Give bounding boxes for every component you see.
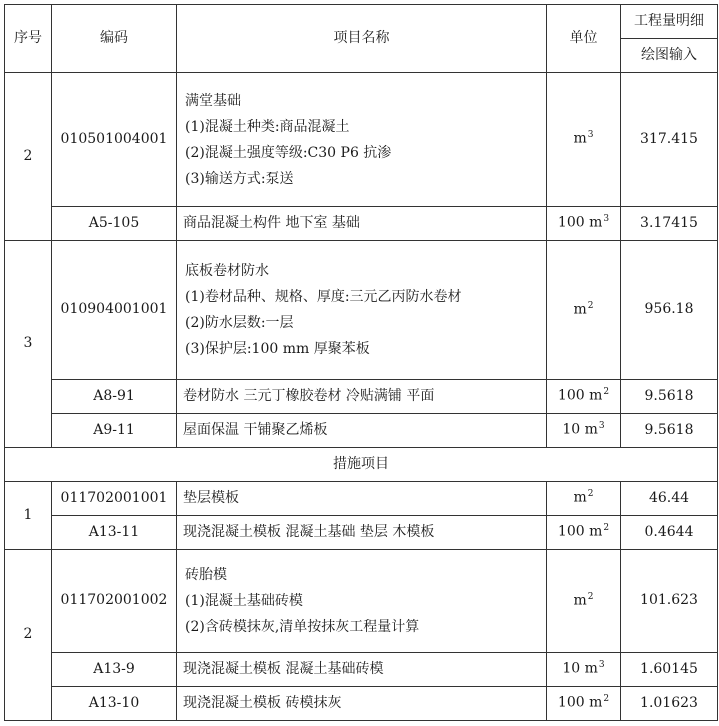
name-cell: 现浇混凝土模板 混凝土基础 垫层 木模板 — [177, 516, 547, 550]
unit-exp: 3 — [598, 421, 605, 432]
unit-cell — [547, 241, 621, 380]
header-seq: 序号 — [5, 5, 52, 73]
seq-cell: 2 — [5, 73, 52, 241]
quantity-cell: 0.4644 — [621, 516, 718, 550]
table-row — [5, 550, 718, 653]
header-unit: 单位 — [547, 5, 621, 73]
seq-cell: 1 — [5, 482, 52, 550]
unit-cell — [547, 414, 621, 448]
table-row — [5, 653, 718, 687]
quantity-cell: 1.01623 — [621, 687, 718, 721]
name-cell: 现浇混凝土模板 砖模抹灰 — [177, 687, 547, 721]
unit-base: 100 m — [557, 215, 603, 232]
code-cell: A13-11 — [52, 516, 177, 550]
name-cell: 垫层模板 — [177, 482, 547, 516]
name-cell — [177, 73, 547, 207]
name-line: 砖胎模 — [185, 567, 227, 583]
name-cell — [177, 241, 547, 380]
table-row — [5, 687, 718, 721]
quantity-table-wrapper — [4, 4, 718, 721]
unit-cell — [547, 207, 621, 241]
header-quantity-title: 工程量明细 — [621, 5, 718, 39]
unit-exp: 2 — [603, 523, 610, 534]
unit-base: 100 m — [557, 524, 603, 541]
code-cell: A8-91 — [52, 380, 177, 414]
quantity-cell: 101.623 — [621, 550, 718, 653]
name-line: 底板卷材防水 — [185, 263, 269, 279]
code-cell: A13-9 — [52, 653, 177, 687]
unit-base: m — [573, 592, 587, 609]
unit-base: m — [573, 490, 587, 507]
table-row — [5, 482, 718, 516]
name-line: (3)保护层:100 mm 厚聚苯板 — [185, 341, 370, 357]
name-line: (1)混凝土基础砖模 — [185, 593, 303, 609]
code-cell: 011702001001 — [52, 482, 177, 516]
table-row — [5, 73, 718, 207]
header-row — [5, 5, 718, 39]
unit-exp: 3 — [587, 130, 594, 141]
seq-cell: 2 — [5, 550, 52, 721]
unit-cell — [547, 687, 621, 721]
code-cell: 010904001001 — [52, 241, 177, 380]
unit-base: m — [573, 131, 587, 148]
quantity-cell: 317.415 — [621, 73, 718, 207]
table-row — [5, 516, 718, 550]
name-cell: 现浇混凝土模板 混凝土基础砖模 — [177, 653, 547, 687]
section-row — [5, 448, 718, 482]
unit-base: m — [573, 301, 587, 318]
name-line: 满堂基础 — [185, 92, 241, 109]
unit-cell — [547, 653, 621, 687]
quantity-cell: 1.60145 — [621, 653, 718, 687]
table-row — [5, 241, 718, 380]
table-row — [5, 414, 718, 448]
unit-cell — [547, 550, 621, 653]
unit-base: 10 m — [562, 661, 598, 678]
unit-base: 100 m — [557, 695, 603, 712]
unit-exp: 3 — [603, 214, 610, 225]
unit-exp: 2 — [587, 489, 594, 500]
unit-exp: 2 — [587, 591, 594, 602]
quantity-table — [4, 4, 718, 721]
name-line: (2)混凝土强度等级:C30 P6 抗渗 — [185, 144, 392, 161]
code-cell: A5-105 — [52, 207, 177, 241]
name-line: (1)混凝土种类:商品混凝土 — [185, 118, 350, 135]
unit-cell — [547, 516, 621, 550]
quantity-cell: 956.18 — [621, 241, 718, 380]
name-cell — [177, 550, 547, 653]
section-title: 措施项目 — [5, 448, 718, 482]
unit-cell — [547, 482, 621, 516]
quantity-cell: 3.17415 — [621, 207, 718, 241]
header-name: 项目名称 — [177, 5, 547, 73]
name-line: (2)防水层数:一层 — [185, 315, 294, 331]
unit-exp: 2 — [603, 387, 610, 398]
code-cell: A13-10 — [52, 687, 177, 721]
quantity-cell: 9.5618 — [621, 380, 718, 414]
quantity-cell: 46.44 — [621, 482, 718, 516]
header-code: 编码 — [52, 5, 177, 73]
unit-exp: 2 — [587, 300, 594, 311]
unit-cell — [547, 380, 621, 414]
table-row — [5, 207, 718, 241]
name-line: (2)含砖模抹灰,清单按抹灰工程量计算 — [185, 619, 420, 635]
unit-base: 100 m — [557, 388, 603, 405]
unit-base: 10 m — [562, 422, 598, 439]
name-cell: 商品混凝土构件 地下室 基础 — [177, 207, 547, 241]
quantity-cell: 9.5618 — [621, 414, 718, 448]
code-cell: 010501004001 — [52, 73, 177, 207]
unit-cell — [547, 73, 621, 207]
code-cell: 011702001002 — [52, 550, 177, 653]
unit-exp: 3 — [598, 660, 605, 671]
name-cell: 屋面保温 干铺聚乙烯板 — [177, 414, 547, 448]
table-row — [5, 380, 718, 414]
header-quantity-sub: 绘图输入 — [621, 39, 718, 73]
name-line: (3)输送方式:泵送 — [185, 170, 294, 187]
name-cell: 卷材防水 三元丁橡胶卷材 冷贴满铺 平面 — [177, 380, 547, 414]
name-line: (1)卷材品种、规格、厚度:三元乙丙防水卷材 — [185, 289, 462, 305]
seq-cell: 3 — [5, 241, 52, 448]
code-cell: A9-11 — [52, 414, 177, 448]
unit-exp: 2 — [603, 694, 610, 705]
